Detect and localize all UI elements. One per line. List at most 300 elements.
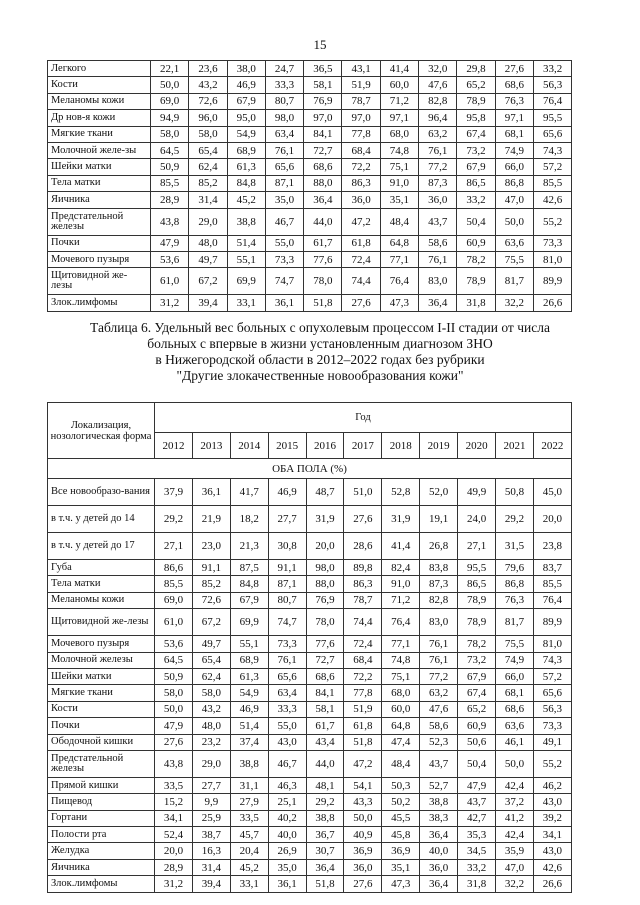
table-row bbox=[48, 777, 572, 793]
cell-value: 65,4 bbox=[192, 652, 230, 668]
cell-value: 68,6 bbox=[495, 77, 533, 93]
cell-value: 55,0 bbox=[265, 235, 303, 251]
table-row bbox=[48, 652, 572, 668]
table-row bbox=[48, 668, 572, 684]
row-label: Гортани bbox=[48, 810, 155, 826]
cell-value: 91,1 bbox=[192, 560, 230, 576]
cell-value: 76,1 bbox=[419, 251, 457, 267]
row-label: Все новообразо-вания bbox=[48, 479, 155, 506]
table-row bbox=[48, 175, 572, 191]
row-label: Злок.лимфомы bbox=[48, 876, 155, 892]
row-label: Мочевого пузыря bbox=[48, 636, 155, 652]
cell-value: 43,0 bbox=[533, 843, 571, 859]
row-label: Молочной железы bbox=[48, 652, 155, 668]
cell-value: 50,9 bbox=[151, 159, 189, 175]
page-number: 15 bbox=[313, 37, 327, 52]
cell-value: 74,9 bbox=[495, 142, 533, 158]
cell-value: 31,2 bbox=[151, 295, 189, 311]
table-row bbox=[48, 268, 572, 295]
cell-value: 33,3 bbox=[268, 701, 306, 717]
cell-value: 36,4 bbox=[420, 827, 458, 843]
cell-value: 26,6 bbox=[533, 295, 571, 311]
cell-value: 43,4 bbox=[306, 734, 344, 750]
cell-value: 77,2 bbox=[420, 668, 458, 684]
cell-value: 87,1 bbox=[265, 175, 303, 191]
cell-value: 75,5 bbox=[496, 636, 534, 652]
table-row bbox=[48, 827, 572, 843]
cell-value: 58,0 bbox=[189, 126, 227, 142]
cell-value: 53,6 bbox=[155, 636, 193, 652]
cell-value: 47,9 bbox=[151, 235, 189, 251]
cell-value: 33,1 bbox=[227, 295, 265, 311]
year-header: 2020 bbox=[458, 433, 496, 459]
cell-value: 43,8 bbox=[151, 208, 189, 235]
cell-value: 47,6 bbox=[420, 701, 458, 717]
table-row bbox=[48, 192, 572, 208]
cell-value: 91,0 bbox=[380, 175, 418, 191]
cell-value: 36,4 bbox=[304, 192, 342, 208]
row-label: Легкого bbox=[48, 61, 151, 77]
cell-value: 58,0 bbox=[151, 126, 189, 142]
row-label: Щитовидной же-лезы bbox=[48, 268, 151, 295]
cell-value: 35,3 bbox=[458, 827, 496, 843]
cell-value: 23,2 bbox=[192, 734, 230, 750]
cell-value: 35,0 bbox=[265, 192, 303, 208]
cell-value: 41,2 bbox=[496, 810, 534, 826]
cell-value: 52,4 bbox=[155, 827, 193, 843]
cell-value: 51,4 bbox=[230, 718, 268, 734]
cell-value: 72,6 bbox=[192, 592, 230, 608]
cell-value: 46,9 bbox=[268, 479, 306, 506]
cell-value: 67,2 bbox=[192, 609, 230, 636]
cell-value: 76,9 bbox=[306, 592, 344, 608]
cell-value: 61,3 bbox=[227, 159, 265, 175]
row-label: Прямой кишки bbox=[48, 777, 155, 793]
cell-value: 45,2 bbox=[230, 859, 268, 875]
cell-value: 58,6 bbox=[420, 718, 458, 734]
cell-value: 62,4 bbox=[192, 668, 230, 684]
cell-value: 26,8 bbox=[420, 533, 458, 560]
header-year: Год bbox=[155, 403, 572, 433]
cell-value: 40,9 bbox=[344, 827, 382, 843]
cell-value: 15,2 bbox=[155, 794, 193, 810]
cell-value: 64,5 bbox=[155, 652, 193, 668]
cell-value: 77,2 bbox=[419, 159, 457, 175]
cell-value: 22,1 bbox=[151, 61, 189, 77]
cell-value: 63,2 bbox=[420, 685, 458, 701]
cell-value: 72,4 bbox=[342, 251, 380, 267]
cell-value: 72,2 bbox=[344, 668, 382, 684]
table-row bbox=[48, 859, 572, 875]
cell-value: 31,9 bbox=[306, 506, 344, 533]
cell-value: 41,7 bbox=[230, 479, 268, 506]
cell-value: 76,9 bbox=[304, 93, 342, 109]
cell-value: 60,0 bbox=[380, 77, 418, 93]
cell-value: 31,4 bbox=[189, 192, 227, 208]
row-label: Меланомы кожи bbox=[48, 592, 155, 608]
cell-value: 68,4 bbox=[342, 142, 380, 158]
year-header: 2022 bbox=[533, 433, 571, 459]
table-row bbox=[48, 592, 572, 608]
row-label: Полости рта bbox=[48, 827, 155, 843]
cell-value: 76,4 bbox=[380, 268, 418, 295]
cell-value: 51,8 bbox=[306, 876, 344, 892]
cell-value: 35,1 bbox=[382, 859, 420, 875]
cell-value: 69,0 bbox=[151, 93, 189, 109]
cell-value: 27,7 bbox=[268, 506, 306, 533]
cell-value: 31,1 bbox=[230, 777, 268, 793]
table-row bbox=[48, 235, 572, 251]
cell-value: 58,0 bbox=[155, 685, 193, 701]
cell-value: 40,0 bbox=[268, 827, 306, 843]
cell-value: 38,8 bbox=[230, 750, 268, 777]
row-label: Шейки матки bbox=[48, 159, 151, 175]
cell-value: 23,0 bbox=[192, 533, 230, 560]
year-header: 2021 bbox=[496, 433, 534, 459]
cell-value: 43,0 bbox=[533, 794, 571, 810]
cell-value: 74,7 bbox=[268, 609, 306, 636]
table-main bbox=[47, 402, 572, 893]
cell-value: 32,0 bbox=[419, 61, 457, 77]
cell-value: 33,2 bbox=[533, 61, 571, 77]
cell-value: 41,4 bbox=[382, 533, 420, 560]
cell-value: 36,4 bbox=[419, 295, 457, 311]
cell-value: 96,4 bbox=[419, 110, 457, 126]
cell-value: 77,6 bbox=[306, 636, 344, 652]
cell-value: 75,5 bbox=[495, 251, 533, 267]
row-label: Мочевого пузыря bbox=[48, 251, 151, 267]
cell-value: 94,9 bbox=[151, 110, 189, 126]
table-row bbox=[48, 609, 572, 636]
cell-value: 61,3 bbox=[230, 668, 268, 684]
cell-value: 71,2 bbox=[380, 93, 418, 109]
cell-value: 84,1 bbox=[306, 685, 344, 701]
cell-value: 64,8 bbox=[382, 718, 420, 734]
cell-value: 27,1 bbox=[458, 533, 496, 560]
cell-value: 73,2 bbox=[457, 142, 495, 158]
table-row bbox=[48, 159, 572, 175]
cell-value: 84,8 bbox=[230, 576, 268, 592]
cell-value: 98,0 bbox=[306, 560, 344, 576]
caption-line-2: больных с впервые в жизни установленным диагнозом ЗНО bbox=[147, 336, 493, 351]
cell-value: 23,8 bbox=[533, 533, 571, 560]
cell-value: 43,7 bbox=[419, 208, 457, 235]
table-row bbox=[48, 110, 572, 126]
cell-value: 68,0 bbox=[382, 685, 420, 701]
cell-value: 80,7 bbox=[268, 592, 306, 608]
cell-value: 81,0 bbox=[533, 636, 571, 652]
table-row bbox=[48, 208, 572, 235]
cell-value: 47,0 bbox=[495, 192, 533, 208]
row-label: Шейки матки bbox=[48, 668, 155, 684]
cell-value: 88,0 bbox=[306, 576, 344, 592]
row-label: Щитовидной же-лезы bbox=[48, 609, 155, 636]
cell-value: 74,7 bbox=[265, 268, 303, 295]
cell-value: 86,6 bbox=[155, 560, 193, 576]
cell-value: 45,7 bbox=[230, 827, 268, 843]
cell-value: 37,4 bbox=[230, 734, 268, 750]
cell-value: 98,0 bbox=[265, 110, 303, 126]
cell-value: 24,7 bbox=[265, 61, 303, 77]
cell-value: 76,4 bbox=[533, 592, 571, 608]
row-label: Тела матки bbox=[48, 175, 151, 191]
cell-value: 27,6 bbox=[342, 295, 380, 311]
row-label: Мягкие ткани bbox=[48, 126, 151, 142]
cell-value: 78,7 bbox=[344, 592, 382, 608]
cell-value: 82,4 bbox=[382, 560, 420, 576]
cell-value: 52,0 bbox=[420, 479, 458, 506]
cell-value: 35,1 bbox=[380, 192, 418, 208]
cell-value: 42,4 bbox=[496, 777, 534, 793]
cell-value: 46,7 bbox=[268, 750, 306, 777]
cell-value: 48,4 bbox=[382, 750, 420, 777]
cell-value: 47,9 bbox=[155, 718, 193, 734]
row-label: Ободочной кишки bbox=[48, 734, 155, 750]
cell-value: 32,2 bbox=[496, 876, 534, 892]
row-label: в т.ч. у детей до 14 bbox=[48, 506, 155, 533]
cell-value: 48,0 bbox=[192, 718, 230, 734]
cell-value: 67,9 bbox=[227, 93, 265, 109]
caption-line-3: в Нижегородской области в 2012–2022 годах без рубрики bbox=[155, 352, 485, 367]
cell-value: 86,8 bbox=[495, 175, 533, 191]
cell-value: 73,3 bbox=[533, 718, 571, 734]
cell-value: 31,4 bbox=[192, 859, 230, 875]
cell-value: 87,3 bbox=[419, 175, 457, 191]
cell-value: 87,5 bbox=[230, 560, 268, 576]
cell-value: 37,2 bbox=[496, 794, 534, 810]
row-label: Почки bbox=[48, 718, 155, 734]
cell-value: 97,1 bbox=[495, 110, 533, 126]
cell-value: 33,3 bbox=[265, 77, 303, 93]
cell-value: 67,9 bbox=[457, 159, 495, 175]
year-header: 2012 bbox=[155, 433, 193, 459]
cell-value: 60,9 bbox=[458, 718, 496, 734]
year-header: 2017 bbox=[344, 433, 382, 459]
cell-value: 95,5 bbox=[458, 560, 496, 576]
cell-value: 28,6 bbox=[344, 533, 382, 560]
cell-value: 36,0 bbox=[342, 192, 380, 208]
cell-value: 89,8 bbox=[344, 560, 382, 576]
cell-value: 86,8 bbox=[496, 576, 534, 592]
cell-value: 73,3 bbox=[533, 235, 571, 251]
cell-value: 81,0 bbox=[533, 251, 571, 267]
cell-value: 84,1 bbox=[304, 126, 342, 142]
table-row bbox=[48, 576, 572, 592]
cell-value: 30,8 bbox=[268, 533, 306, 560]
cell-value: 78,7 bbox=[342, 93, 380, 109]
cell-value: 51,4 bbox=[227, 235, 265, 251]
cell-value: 65,2 bbox=[458, 701, 496, 717]
table-row bbox=[48, 876, 572, 892]
cell-value: 91,1 bbox=[268, 560, 306, 576]
cell-value: 72,7 bbox=[304, 142, 342, 158]
cell-value: 84,8 bbox=[227, 175, 265, 191]
cell-value: 85,5 bbox=[151, 175, 189, 191]
cell-value: 78,9 bbox=[457, 93, 495, 109]
cell-value: 83,0 bbox=[420, 609, 458, 636]
cell-value: 95,0 bbox=[227, 110, 265, 126]
cell-value: 61,7 bbox=[306, 718, 344, 734]
cell-value: 43,7 bbox=[420, 750, 458, 777]
cell-value: 78,0 bbox=[306, 609, 344, 636]
cell-value: 67,9 bbox=[458, 668, 496, 684]
row-label: Губа bbox=[48, 560, 155, 576]
cell-value: 48,7 bbox=[306, 479, 344, 506]
cell-value: 33,5 bbox=[230, 810, 268, 826]
cell-value: 27,6 bbox=[344, 506, 382, 533]
cell-value: 74,4 bbox=[344, 609, 382, 636]
cell-value: 63,6 bbox=[495, 235, 533, 251]
cell-value: 77,6 bbox=[304, 251, 342, 267]
cell-value: 72,4 bbox=[344, 636, 382, 652]
year-header: 2016 bbox=[306, 433, 344, 459]
table-row bbox=[48, 701, 572, 717]
cell-value: 57,2 bbox=[533, 668, 571, 684]
cell-value: 97,0 bbox=[342, 110, 380, 126]
cell-value: 80,7 bbox=[265, 93, 303, 109]
cell-value: 87,1 bbox=[268, 576, 306, 592]
cell-value: 78,9 bbox=[458, 609, 496, 636]
row-label: Тела матки bbox=[48, 576, 155, 592]
cell-value: 36,1 bbox=[265, 295, 303, 311]
cell-value: 85,5 bbox=[155, 576, 193, 592]
cell-value: 51,9 bbox=[344, 701, 382, 717]
cell-value: 49,7 bbox=[192, 636, 230, 652]
table-row bbox=[48, 479, 572, 506]
row-label: Пищевод bbox=[48, 794, 155, 810]
cell-value: 38,8 bbox=[306, 810, 344, 826]
cell-value: 61,8 bbox=[344, 718, 382, 734]
cell-value: 38,7 bbox=[192, 827, 230, 843]
cell-value: 83,8 bbox=[420, 560, 458, 576]
cell-value: 37,9 bbox=[155, 479, 193, 506]
cell-value: 74,9 bbox=[496, 652, 534, 668]
table-row bbox=[48, 810, 572, 826]
cell-value: 66,0 bbox=[496, 668, 534, 684]
cell-value: 50,4 bbox=[457, 208, 495, 235]
cell-value: 46,9 bbox=[227, 77, 265, 93]
cell-value: 20,0 bbox=[155, 843, 193, 859]
cell-value: 57,2 bbox=[533, 159, 571, 175]
cell-value: 42,7 bbox=[458, 810, 496, 826]
cell-value: 72,6 bbox=[189, 93, 227, 109]
cell-value: 34,5 bbox=[458, 843, 496, 859]
cell-value: 40,2 bbox=[268, 810, 306, 826]
caption-line-4: "Другие злокачественные новообразования кожи" bbox=[176, 368, 464, 383]
cell-value: 50,0 bbox=[344, 810, 382, 826]
cell-value: 78,9 bbox=[457, 268, 495, 295]
cell-value: 50,0 bbox=[151, 77, 189, 93]
cell-value: 77,8 bbox=[344, 685, 382, 701]
cell-value: 24,0 bbox=[458, 506, 496, 533]
cell-value: 73,3 bbox=[268, 636, 306, 652]
table-row bbox=[48, 77, 572, 93]
cell-value: 76,1 bbox=[420, 636, 458, 652]
table-row bbox=[48, 685, 572, 701]
cell-value: 49,9 bbox=[458, 479, 496, 506]
cell-value: 46,2 bbox=[533, 777, 571, 793]
cell-value: 71,2 bbox=[382, 592, 420, 608]
row-label: Меланомы кожи bbox=[48, 93, 151, 109]
cell-value: 49,7 bbox=[189, 251, 227, 267]
cell-value: 46,9 bbox=[230, 701, 268, 717]
cell-value: 36,0 bbox=[344, 859, 382, 875]
cell-value: 47,2 bbox=[344, 750, 382, 777]
cell-value: 9,9 bbox=[192, 794, 230, 810]
row-label: Мягкие ткани bbox=[48, 685, 155, 701]
cell-value: 21,3 bbox=[230, 533, 268, 560]
cell-value: 65,6 bbox=[265, 159, 303, 175]
cell-value: 32,2 bbox=[495, 295, 533, 311]
cell-value: 20,0 bbox=[306, 533, 344, 560]
caption-line-1: Таблица 6. Удельный вес больных с опухолевым процессом I-II стадии от числа bbox=[90, 320, 550, 335]
cell-value: 35,0 bbox=[268, 859, 306, 875]
cell-value: 58,0 bbox=[192, 685, 230, 701]
row-label: Яичника bbox=[48, 192, 151, 208]
cell-value: 74,8 bbox=[380, 142, 418, 158]
row-label: Почки bbox=[48, 235, 151, 251]
cell-value: 85,2 bbox=[192, 576, 230, 592]
cell-value: 34,1 bbox=[533, 827, 571, 843]
cell-value: 46,1 bbox=[496, 734, 534, 750]
cell-value: 29,0 bbox=[192, 750, 230, 777]
cell-value: 72,2 bbox=[342, 159, 380, 175]
cell-value: 43,3 bbox=[344, 794, 382, 810]
cell-value: 85,5 bbox=[533, 175, 571, 191]
cell-value: 56,3 bbox=[533, 701, 571, 717]
cell-value: 47,4 bbox=[382, 734, 420, 750]
cell-value: 42,4 bbox=[496, 827, 534, 843]
cell-value: 45,0 bbox=[533, 479, 571, 506]
cell-value: 25,1 bbox=[268, 794, 306, 810]
cell-value: 29,8 bbox=[457, 61, 495, 77]
cell-value: 21,9 bbox=[192, 506, 230, 533]
row-label: Желудка bbox=[48, 843, 155, 859]
cell-value: 52,8 bbox=[382, 479, 420, 506]
cell-value: 20,4 bbox=[230, 843, 268, 859]
table-row bbox=[48, 734, 572, 750]
cell-value: 20,0 bbox=[533, 506, 571, 533]
cell-value: 52,3 bbox=[420, 734, 458, 750]
cell-value: 27,7 bbox=[192, 777, 230, 793]
cell-value: 42,6 bbox=[533, 859, 571, 875]
table-row bbox=[48, 295, 572, 311]
cell-value: 68,1 bbox=[495, 126, 533, 142]
cell-value: 50,0 bbox=[495, 208, 533, 235]
cell-value: 95,8 bbox=[457, 110, 495, 126]
cell-value: 63,4 bbox=[265, 126, 303, 142]
cell-value: 78,0 bbox=[304, 268, 342, 295]
cell-value: 74,3 bbox=[533, 142, 571, 158]
cell-value: 48,4 bbox=[380, 208, 418, 235]
cell-value: 46,7 bbox=[265, 208, 303, 235]
row-label: Кости bbox=[48, 701, 155, 717]
cell-value: 69,9 bbox=[227, 268, 265, 295]
cell-value: 40,0 bbox=[420, 843, 458, 859]
cell-value: 28,9 bbox=[155, 859, 193, 875]
cell-value: 45,2 bbox=[227, 192, 265, 208]
cell-value: 43,8 bbox=[155, 750, 193, 777]
table-caption bbox=[40, 320, 600, 384]
cell-value: 27,6 bbox=[495, 61, 533, 77]
table-row bbox=[48, 718, 572, 734]
cell-value: 26,6 bbox=[533, 876, 571, 892]
year-header: 2014 bbox=[230, 433, 268, 459]
cell-value: 43,2 bbox=[192, 701, 230, 717]
cell-value: 51,8 bbox=[344, 734, 382, 750]
cell-value: 29,0 bbox=[189, 208, 227, 235]
cell-value: 50,8 bbox=[496, 479, 534, 506]
